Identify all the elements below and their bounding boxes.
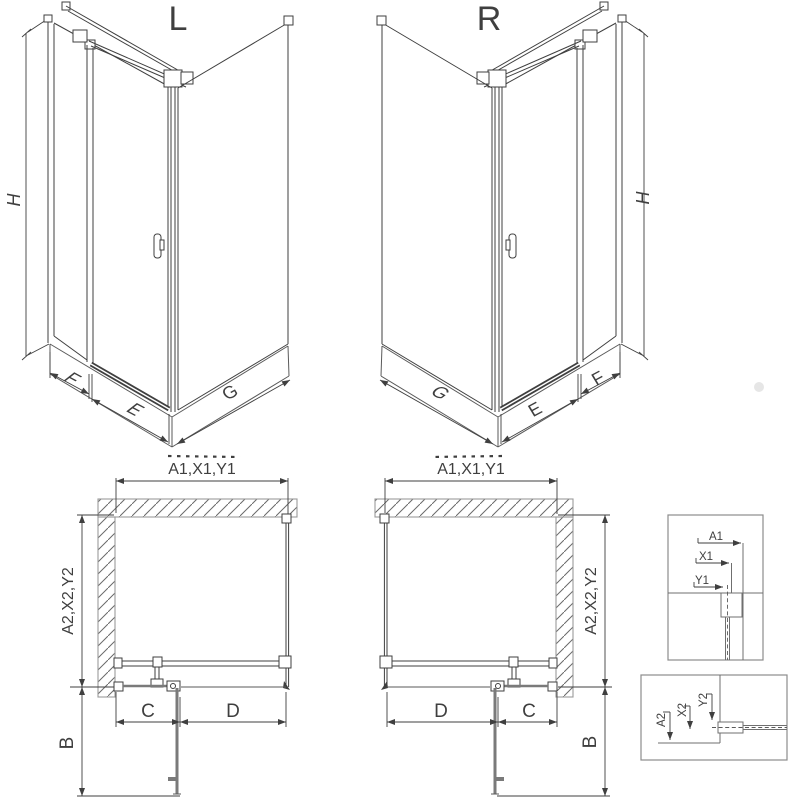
iso-line-art-left xyxy=(22,2,293,457)
plan-view-l xyxy=(57,461,297,796)
plan-l-top-wall xyxy=(98,499,297,517)
watermark-dot xyxy=(754,382,764,392)
detail-y1-label: Y1 xyxy=(694,575,710,587)
iso-l-dim-g-label: G xyxy=(216,380,243,404)
plan-r-top-wall xyxy=(375,499,573,517)
iso-l-dim-e-label: E xyxy=(122,398,148,420)
plan-l-dim-d-label: D xyxy=(226,701,240,722)
plan-l-dim-depth-label: A2,X2,Y2 xyxy=(60,567,77,635)
iso-r-dim-h-label: H xyxy=(633,191,653,205)
iso-view-l-labels xyxy=(4,0,243,420)
plan-r-dim-d-label: D xyxy=(434,701,448,722)
plan-r-dim-width-label: A1,X1,Y1 xyxy=(437,461,505,478)
detail-a1-label: A1 xyxy=(708,531,724,543)
plan-l-dim-b-label: B xyxy=(57,736,78,750)
iso-r-title: R xyxy=(476,0,502,38)
plan-l-dim-width-label: A1,X1,Y1 xyxy=(168,461,236,478)
detail-x1-label: X1 xyxy=(698,551,714,563)
iso-r-dim-f-label: F xyxy=(585,367,610,389)
plan-r-dim-depth-label: A2,X2,Y2 xyxy=(583,567,600,635)
iso-l-dim-h-label: H xyxy=(4,193,24,207)
detail-box-width-refs xyxy=(668,515,763,660)
detail-y2-label: Y2 xyxy=(698,692,710,708)
plan-l-dim-c-label: C xyxy=(141,701,155,722)
plan-r-dim-c-label: C xyxy=(522,701,536,722)
iso-line-art-right xyxy=(377,2,648,457)
detail-box-depth-refs xyxy=(641,675,787,760)
plan-view-r xyxy=(375,461,612,796)
detail-x2-label: X2 xyxy=(677,702,689,718)
iso-r-dim-e-label: E xyxy=(522,398,548,420)
iso-r-dim-g-label: G xyxy=(427,380,454,404)
detail-a2-label: A2 xyxy=(656,712,668,728)
plan-r-dim-b-label: B xyxy=(580,735,601,749)
iso-l-dim-f-label: F xyxy=(60,367,85,389)
iso-l-title: L xyxy=(168,0,188,38)
plan-l-left-wall xyxy=(98,517,115,697)
plan-r-right-wall xyxy=(556,517,573,697)
